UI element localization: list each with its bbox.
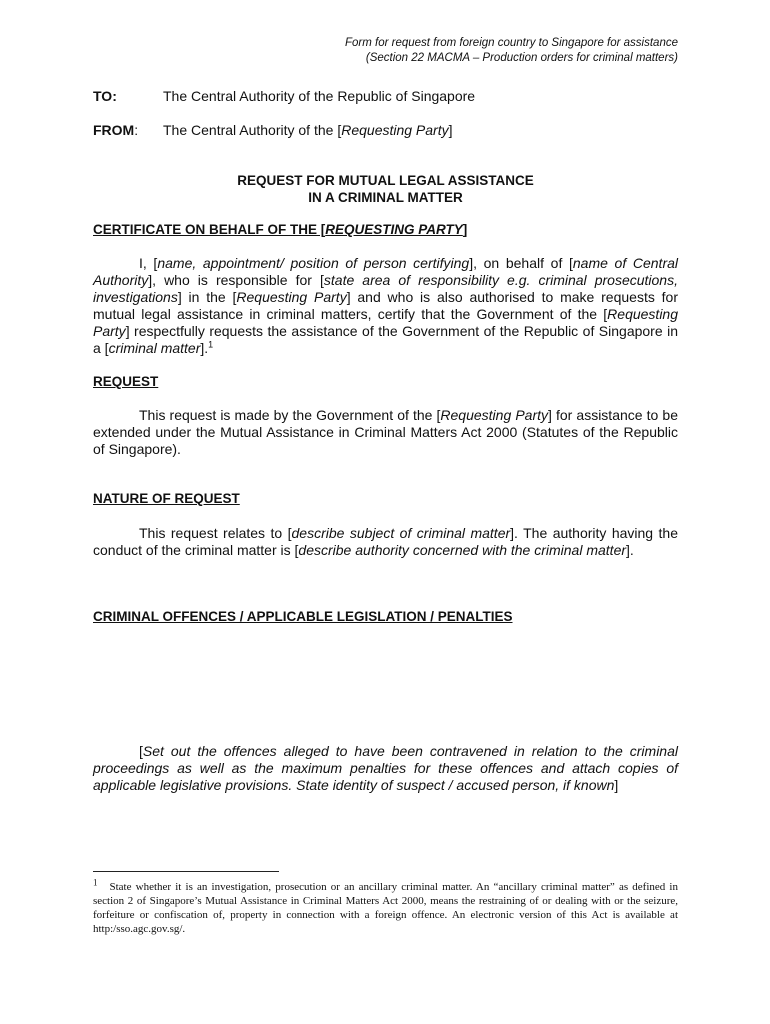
cert-text-3: ], who is responsible for [ xyxy=(148,272,324,288)
cert-text-5: ] and who is also authorised to make requests for mutual legal assistance in criminal matters, certify that the Government of the [ xyxy=(93,289,678,322)
footnote xyxy=(93,877,678,936)
cert-text-7: ]. xyxy=(200,340,209,356)
nature-text-1: This request relates to [ xyxy=(139,525,292,541)
nature-heading: NATURE OF REQUEST xyxy=(93,491,240,506)
offences-text-2: ] xyxy=(614,777,619,793)
request-text-1: This request is made by the Government of the [ xyxy=(139,407,441,423)
nature-text-2: ]. The authority having the conduct of the criminal matter is [ xyxy=(93,525,678,558)
cert-placeholder-authority: name of Central Authority xyxy=(93,255,679,288)
to-label: TO: xyxy=(93,88,117,104)
cert-placeholder-person: name, appointment/ position of person certifying xyxy=(157,255,470,271)
cert-text-6: ] respectfully requests the assistance of the Government of the Republic of Singapore in a [ xyxy=(93,323,678,356)
nature-placeholder-authority: describe authority concerned with the criminal matter xyxy=(298,542,627,558)
certificate-heading xyxy=(93,222,467,237)
offences-heading: CRIMINAL OFFENCES / APPLICABLE LEGISLATION / PENALTIES xyxy=(93,609,513,624)
from-label-text: FROM xyxy=(93,122,135,138)
cert-placeholder-party-2: Requesting Party xyxy=(93,306,678,339)
footnote-number: 1 xyxy=(93,877,98,888)
from-label xyxy=(93,122,138,138)
nature-placeholder-subject: describe subject of criminal matter xyxy=(291,525,511,541)
cert-placeholder-party-1: Requesting Party xyxy=(236,289,347,305)
certificate-paragraph xyxy=(93,255,678,357)
from-value-suffix: ] xyxy=(448,122,453,138)
offences-paragraph xyxy=(93,743,678,794)
cert-text-4: ] in the [ xyxy=(177,289,237,305)
request-heading: REQUEST xyxy=(93,374,159,389)
document-title xyxy=(93,172,678,206)
from-value-party: Requesting Party xyxy=(341,122,449,138)
form-header-line2: (Section 22 MACMA – Production orders for criminal matters) xyxy=(365,52,678,64)
form-header xyxy=(345,36,678,66)
offences-text-1: [ xyxy=(139,743,143,759)
footnote-reference: 1 xyxy=(208,339,214,350)
certificate-heading-suffix: ] xyxy=(462,222,468,237)
certificate-heading-party: REQUESTING PARTY xyxy=(325,222,463,237)
nature-text-3: ]. xyxy=(626,542,634,558)
certificate-heading-prefix: CERTIFICATE ON BEHALF OF THE [ xyxy=(93,222,326,237)
request-paragraph xyxy=(93,407,678,458)
from-value-prefix: The Central Authority of the [ xyxy=(163,122,342,138)
form-header-line1: Form for request from foreign country to Singapore for assistance xyxy=(344,37,678,49)
offences-placeholder: Set out the offences alleged to have been contravened in relation to the criminal proceedings as well as the maximum penalties for these offences and attach copies of applicable legislative provisions. State identity of suspect / accused person, if known xyxy=(93,743,678,793)
document-title-line2: IN A CRIMINAL MATTER xyxy=(308,190,463,205)
footnote-text: State whether it is an investigation, prosecution or an ancillary criminal matter. An “ancillary criminal matter” as defined in section 2 of Singapore’s Mutual Assistance in Criminal Matters Act 2000, means the restraining of or dealing with or the seizure, forfeiture or confiscation of, property in connection with a foreign offence. An electronic version of this Act is available at http:/sso.agc.gov.sg/. xyxy=(93,881,678,935)
from-value xyxy=(163,122,453,138)
request-placeholder-party: Requesting Party xyxy=(440,407,548,423)
to-value: The Central Authority of the Republic of Singapore xyxy=(163,88,476,104)
cert-placeholder-matter: criminal matter xyxy=(108,340,201,356)
from-label-colon: : xyxy=(134,122,139,138)
cert-text-2: ], on behalf of [ xyxy=(469,255,573,271)
document-title-line1: REQUEST FOR MUTUAL LEGAL ASSISTANCE xyxy=(237,173,534,188)
cert-placeholder-responsibility: state area of responsibility e.g. criminal prosecutions, investigations xyxy=(93,272,678,305)
footnote-divider xyxy=(93,871,279,872)
nature-paragraph xyxy=(93,525,678,559)
cert-text-1: I, [ xyxy=(139,255,158,271)
request-text-2: ] for assistance to be extended under the Mutual Assistance in Criminal Matters Act 2000 (Statutes of the Republic of Singapore). xyxy=(93,407,678,457)
